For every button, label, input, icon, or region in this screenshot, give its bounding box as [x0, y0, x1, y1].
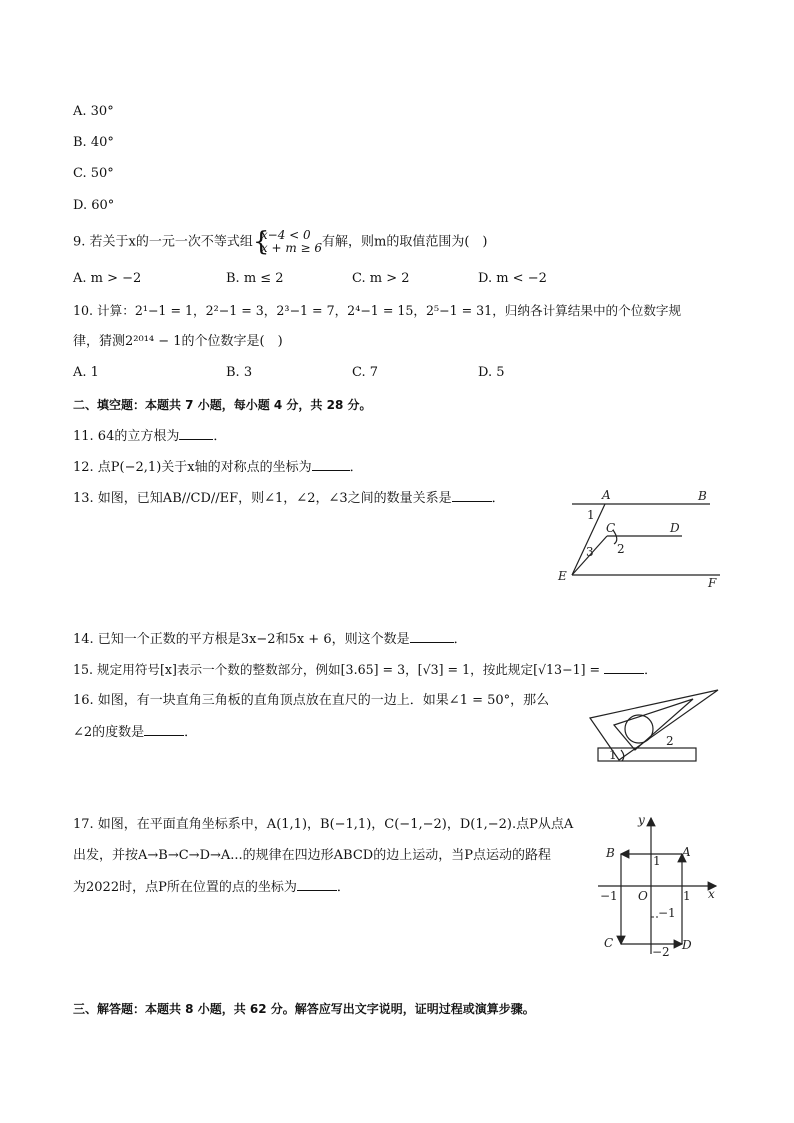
q17-coordinate-figure: [594, 812, 724, 960]
q16-end: ．: [184, 725, 198, 740]
angle-1-arc: [621, 750, 624, 761]
tick-label-1-x: 1: [683, 889, 691, 903]
q13-parallel-lines-figure: [552, 484, 727, 590]
q9-option-a: A. m > −2: [73, 271, 142, 286]
answer-blank: [410, 630, 454, 643]
question-13: [73, 489, 505, 508]
tick-label-minus-1-x: −1: [600, 889, 618, 903]
answer-blank: [144, 723, 184, 736]
q11-text: 11. 64的立方根为: [73, 429, 180, 444]
q13-end: ．: [491, 491, 505, 506]
question-11: [73, 427, 226, 446]
q17-line-3-text: 为2022时，点P所在位置的点的坐标为: [73, 880, 297, 895]
label-a: A: [602, 488, 611, 502]
question-14: [73, 630, 467, 649]
x-axis-label: x: [708, 887, 715, 901]
question-17-line-3: [73, 878, 350, 897]
origin-label: O: [638, 889, 648, 903]
point-d-label: D: [682, 938, 692, 952]
tick-label-minus-2-y: −2: [652, 945, 670, 959]
q10-option-d: D. 5: [478, 365, 505, 380]
q9-option-c: C. m > 2: [352, 271, 410, 286]
q8-option-a: A. 30°: [73, 104, 114, 119]
point-c-label: C: [604, 936, 614, 950]
q9-suffix: 有解，则m的取值范围为( ): [322, 234, 488, 250]
brace: {: [252, 227, 270, 257]
point-b-label: B: [606, 846, 615, 860]
angle-2-label: 2: [617, 542, 625, 556]
q13-text: 13. 如图，已知AB//CD//EF，则∠1，∠2，∠3之间的数量关系是: [73, 491, 452, 506]
angle-3-label: 3: [586, 545, 594, 559]
q12-text: 12. 点P(−2,1)关于x轴的对称点的坐标为: [73, 460, 312, 475]
q8-option-b: B. 40°: [73, 135, 114, 150]
angle-2-label: 2: [666, 734, 674, 748]
section-2-heading: 二、填空题：本题共 7 小题，每小题 4 分，共 28 分。: [73, 398, 372, 412]
question-12: [73, 458, 363, 477]
q12-end: ．: [349, 460, 363, 475]
section-3-heading: 三、解答题：本题共 8 小题，共 62 分。解答应写出文字说明，证明过程或演算步骤。: [73, 1002, 535, 1016]
q8-option-c: C. 50°: [73, 166, 114, 181]
answer-blank: [179, 427, 213, 440]
q9-inequality-system: [253, 229, 322, 255]
set-square-hole: [625, 715, 653, 743]
point-a-label: A: [682, 845, 691, 859]
question-9: [73, 229, 488, 256]
q10-option-a: A. 1: [73, 365, 99, 380]
q17-end: ．: [336, 880, 350, 895]
label-e: E: [558, 569, 567, 583]
answer-blank: [312, 458, 350, 471]
q9-option-b: B. m ≤ 2: [226, 271, 284, 286]
q17-line-1: 17. 如图，在平面直角坐标系中，A(1,1)，B(−1,1)，C(−1,−2)，D(1,−2).点P从点A: [73, 817, 574, 832]
q11-end: ．: [213, 429, 227, 444]
question-15: [73, 661, 657, 679]
y-axis-label: y: [638, 813, 645, 827]
tick-label-1-y: 1: [653, 854, 661, 868]
label-b: B: [698, 489, 707, 503]
angle-1-label: 1: [587, 508, 595, 522]
q10-line-1: 10. 计算：2¹−1 = 1，2²−1 = 3，2³−1 = 7，2⁴−1 = 15，2⁵−1 = 31，归纳各计算结果中的个位数字规: [73, 303, 682, 318]
q15-end: ．: [644, 662, 657, 677]
q16-line-1: 16. 如图，有一块直角三角板的直角顶点放在直尺的一边上．如果∠1 = 50°，那么: [73, 693, 550, 708]
q8-option-d: D. 60°: [73, 198, 115, 213]
label-f: F: [708, 576, 717, 590]
q10-line-2: 律，猜测2²⁰¹⁴ − 1的个位数字是( ): [73, 334, 283, 349]
q14-end: ．: [453, 632, 467, 647]
q9-option-d: D. m < −2: [478, 271, 547, 286]
label-d: D: [670, 521, 680, 535]
angle-1-label: 1: [609, 748, 617, 762]
q16-triangle-ruler-figure: [588, 686, 723, 766]
label-c: C: [606, 521, 616, 535]
q9-ineq1: x−4 < 0: [260, 228, 311, 242]
q10-option-b: B. 3: [226, 365, 253, 380]
q16-line-2-text: ∠2的度数是: [73, 725, 145, 740]
answer-blank: [452, 489, 492, 502]
answer-blank: [604, 661, 644, 674]
q14-text: 14. 已知一个正数的平方根是3x−2和5x + 6，则这个数是: [73, 632, 410, 647]
q10-option-c: C. 7: [352, 365, 379, 380]
q9-ineq2: x + m ≥ 6: [260, 241, 323, 255]
tick-label-minus-1-y: −1: [658, 906, 676, 920]
q9-prefix: 9. 若关于x的一元一次不等式组: [73, 234, 253, 250]
q16-line-2: [73, 723, 197, 742]
q17-line-2: 出发，并按A→B→C→D→A...的规律在四边形ABCD的边上运动，当P点运动的路程: [73, 848, 551, 863]
q15-text: 15. 规定用符号[x]表示一个数的整数部分，例如[3.65] = 3，[√3] = 1，按此规定[√13−1] =: [73, 662, 605, 677]
answer-blank: [297, 878, 337, 891]
